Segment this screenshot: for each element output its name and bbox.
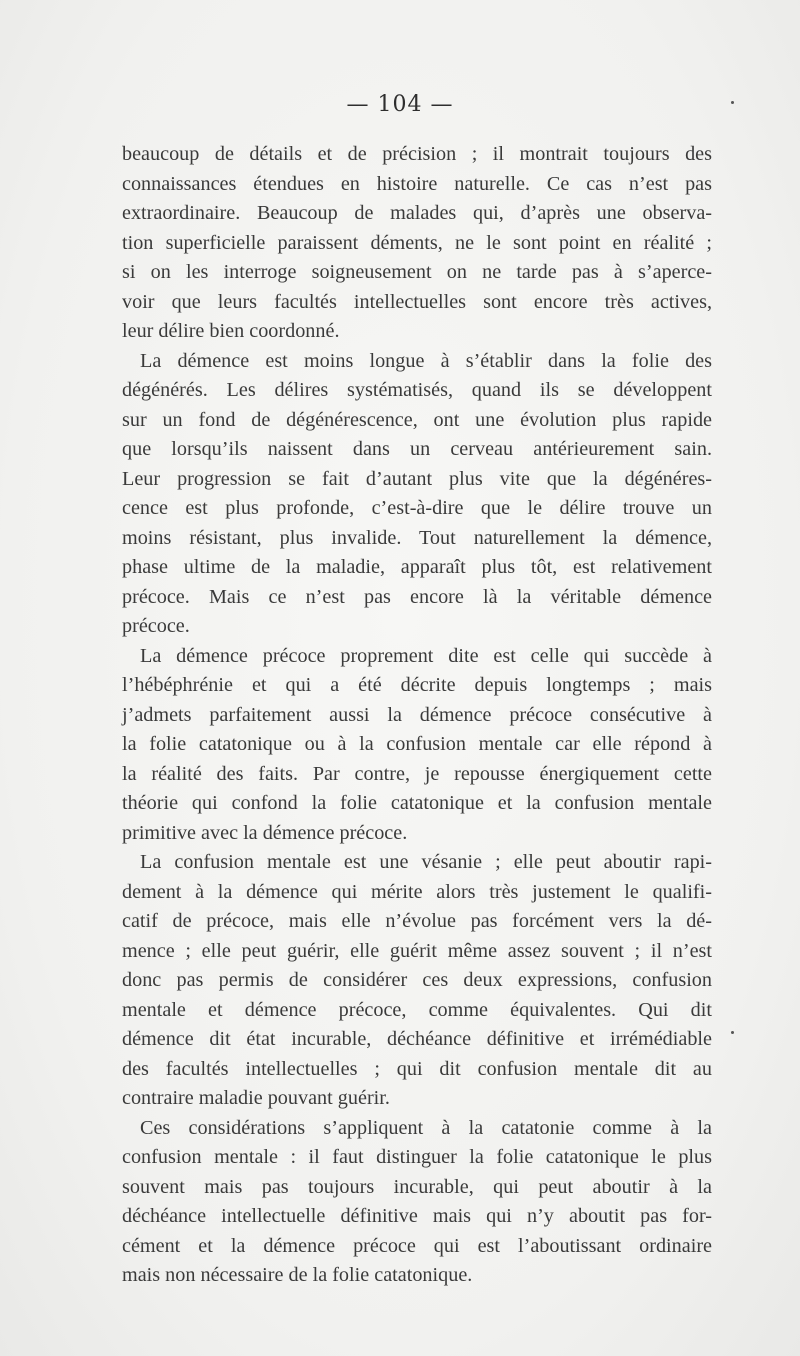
text-line: contraire maladie pouvant guérir. [122, 1087, 390, 1109]
text-line: La confusion mentale est une vésanie ; elle peut aboutir rapi- [140, 851, 712, 873]
text-line: connaissances étendues en histoire naturelle. Ce cas n’est pas [122, 172, 712, 195]
text-line: tion superficielle paraissent déments, ne le sont point en réalité ; [122, 231, 712, 254]
text-line: mence ; elle peut guérir, elle guérit même assez souvent ; il n’est [122, 939, 712, 962]
text-line: cence est plus profonde, c’est-à-dire que le délire trouve un [122, 497, 712, 519]
ink-speck [731, 1031, 734, 1034]
body-text [122, 140, 712, 1291]
text-line: phase ultime de la maladie, apparaît plus tôt, est relativement [122, 556, 712, 578]
text-line: démence dit état incurable, déchéance définitive et irrémédiable [122, 1028, 712, 1050]
ink-speck [731, 101, 734, 104]
paragraph [122, 140, 712, 347]
text-line: leur délire bien coordonné. [122, 320, 340, 342]
text-line: cément et la démence précoce qui est l’aboutissant ordinaire [122, 1234, 712, 1257]
text-line: que lorsqu’ils naissent dans un cerveau antérieurement sain. [122, 438, 712, 460]
text-line: Ces considérations s’appliquent à la catatonie comme à la [140, 1116, 712, 1139]
page-number: — 104 — [346, 92, 454, 117]
paragraph [122, 848, 712, 1114]
text-line: beaucoup de détails et de précision ; il montrait toujours des [122, 143, 712, 165]
text-line: mais non nécessaire de la folie catatonique. [122, 1264, 473, 1286]
text-line: des facultés intellectuelles ; qui dit confusion mentale dit au [122, 1057, 712, 1080]
text-line: si on les interroge soigneusement on ne tarde pas à s’aperce- [122, 261, 712, 283]
text-line: l’hébéphrénie et qui a été décrite depuis longtemps ; mais [122, 674, 712, 696]
text-line: la folie catatonique ou à la confusion mentale car elle répond à [122, 733, 712, 755]
paragraph [122, 1114, 712, 1291]
text-line: précoce. Mais ce n’est pas encore là la véritable démence [122, 585, 712, 608]
text-line: dégénérés. Les délires systématisés, quand ils se développent [122, 379, 712, 401]
text-line: la réalité des faits. Par contre, je repousse énergiquement cette [122, 762, 712, 785]
text-line: primitive avec la démence précoce. [122, 821, 408, 844]
text-line: donc pas permis de considérer ces deux expressions, confusion [122, 969, 712, 991]
text-line: j’admets parfaitement aussi la démence précoce consécutive à [122, 703, 712, 726]
paragraph [122, 642, 712, 849]
text-line: voir que leurs facultés intellectuelles sont encore très actives, [122, 290, 712, 313]
text-line: La démence précoce proprement dite est celle qui succède à [140, 644, 712, 667]
text-line: La démence est moins longue à s’établir dans la folie des [140, 349, 712, 372]
paragraph [122, 347, 712, 642]
text-line: précoce. [122, 615, 190, 637]
text-line: confusion mentale : il faut distinguer la folie catatonique le plus [122, 1146, 712, 1168]
text-line: moins résistant, plus invalide. Tout naturellement la démence, [122, 526, 712, 549]
text-line: théorie qui confond la folie catatonique et la confusion mentale [122, 792, 712, 814]
text-line: sur un fond de dégénérescence, ont une évolution plus rapide [122, 408, 712, 431]
text-line: catif de précoce, mais elle n’évolue pas forcément vers la dé- [122, 910, 712, 932]
text-line: mentale et démence précoce, comme équivalentes. Qui dit [122, 998, 712, 1021]
text-line: souvent mais pas toujours incurable, qui peut aboutir à la [122, 1175, 712, 1198]
text-line: Leur progression se fait d’autant plus vite que la dégénéres- [122, 467, 712, 490]
text-line: déchéance intellectuelle définitive mais qui n’y aboutit pas for- [122, 1205, 712, 1227]
text-line: dement à la démence qui mérite alors très justement le qualifi- [122, 880, 712, 903]
text-line: extraordinaire. Beaucoup de malades qui, d’après une observa- [122, 202, 712, 224]
